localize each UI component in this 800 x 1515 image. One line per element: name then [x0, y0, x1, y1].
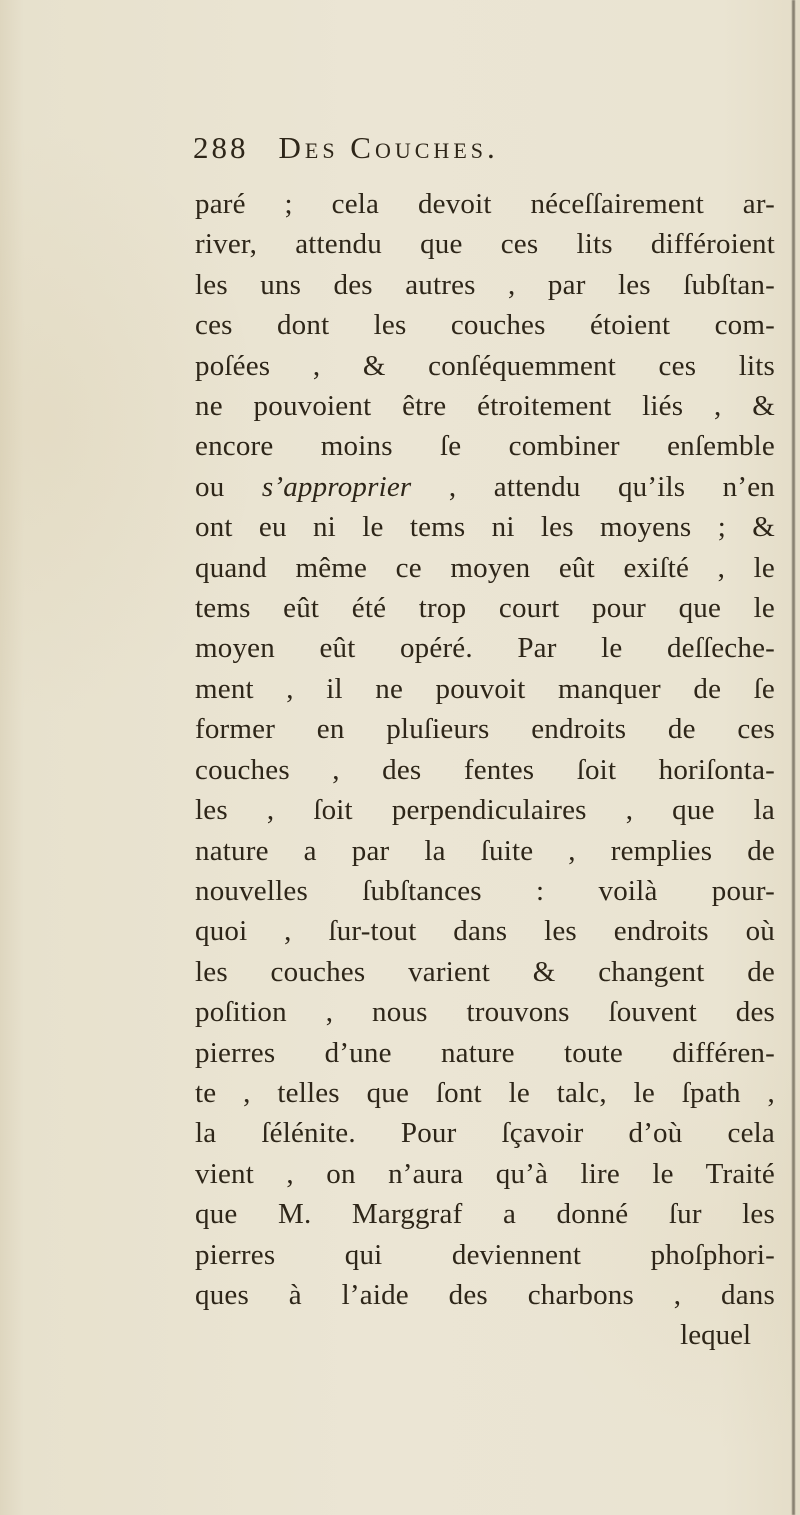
text-line: les uns des autres , par les ſubſtan-: [195, 268, 775, 301]
text-line: vient , on n’aura qu’à lire le Traité: [195, 1157, 775, 1190]
text-line: nature a par la ſuite , remplies de: [195, 834, 775, 867]
catchword: lequel: [680, 1319, 751, 1352]
text-line: les couches varient & changent de: [195, 955, 775, 988]
text-line: ne pouvoient être étroitement liés , &: [195, 390, 775, 423]
text-line: tems eût été trop court pour que le: [195, 592, 775, 625]
paragraph-block: [195, 184, 775, 1315]
text-line: les , ſoit perpendiculaires , que la: [195, 794, 775, 827]
text-line: pierres d’une nature toute différen-: [195, 1036, 775, 1069]
text-line: ques à l’aide des charbons , dans: [195, 1278, 775, 1311]
text-area: [195, 184, 775, 1356]
text-line: paré ; cela devoit néceſſairement ar-: [195, 188, 775, 220]
text-line: pierres qui deviennent phoſphori-: [195, 1238, 775, 1271]
text-line: ou s’approprier , attendu qu’ils n’en: [195, 470, 776, 503]
text-line: que M. Marggraf a donné ſur les: [195, 1198, 775, 1231]
text-line: ment , il ne pouvoit manquer de ſe: [195, 672, 775, 705]
page-number: 288: [193, 130, 249, 165]
catchword-row: [195, 1315, 775, 1355]
text-line: former en pluſieurs endroits de ces: [195, 713, 775, 746]
text-line: poſées , & conſéquemment ces lits: [195, 349, 775, 382]
page-header: [193, 130, 775, 166]
text-line: moyen eût opéré. Par le deſſeche-: [195, 632, 775, 665]
text-line: encore moins ſe combiner enſemble: [195, 430, 775, 463]
text-line: te , telles que ſont le talc, le ſpath ,: [195, 1076, 775, 1109]
running-title: Des Couches.: [278, 130, 499, 165]
text-line: poſition , nous trouvons ſouvent des: [195, 996, 775, 1029]
text-line: river, attendu que ces lits différoient: [195, 228, 775, 261]
text-line: la ſélénite. Pour ſçavoir d’où cela: [195, 1117, 775, 1150]
text-line: quoi , ſur-tout dans les endroits où: [195, 915, 775, 948]
text-line: couches , des fentes ſoit horiſonta-: [195, 753, 775, 786]
text-line: ces dont les couches étoient com-: [195, 309, 775, 342]
text-line: ont eu ni le tems ni les moyens ; &: [195, 511, 775, 544]
text-line: nouvelles ſubſtances : voilà pour-: [195, 874, 775, 907]
text-line: quand même ce moyen eût exiſté , le: [195, 551, 775, 584]
page-edge-shadow: [792, 0, 795, 1515]
